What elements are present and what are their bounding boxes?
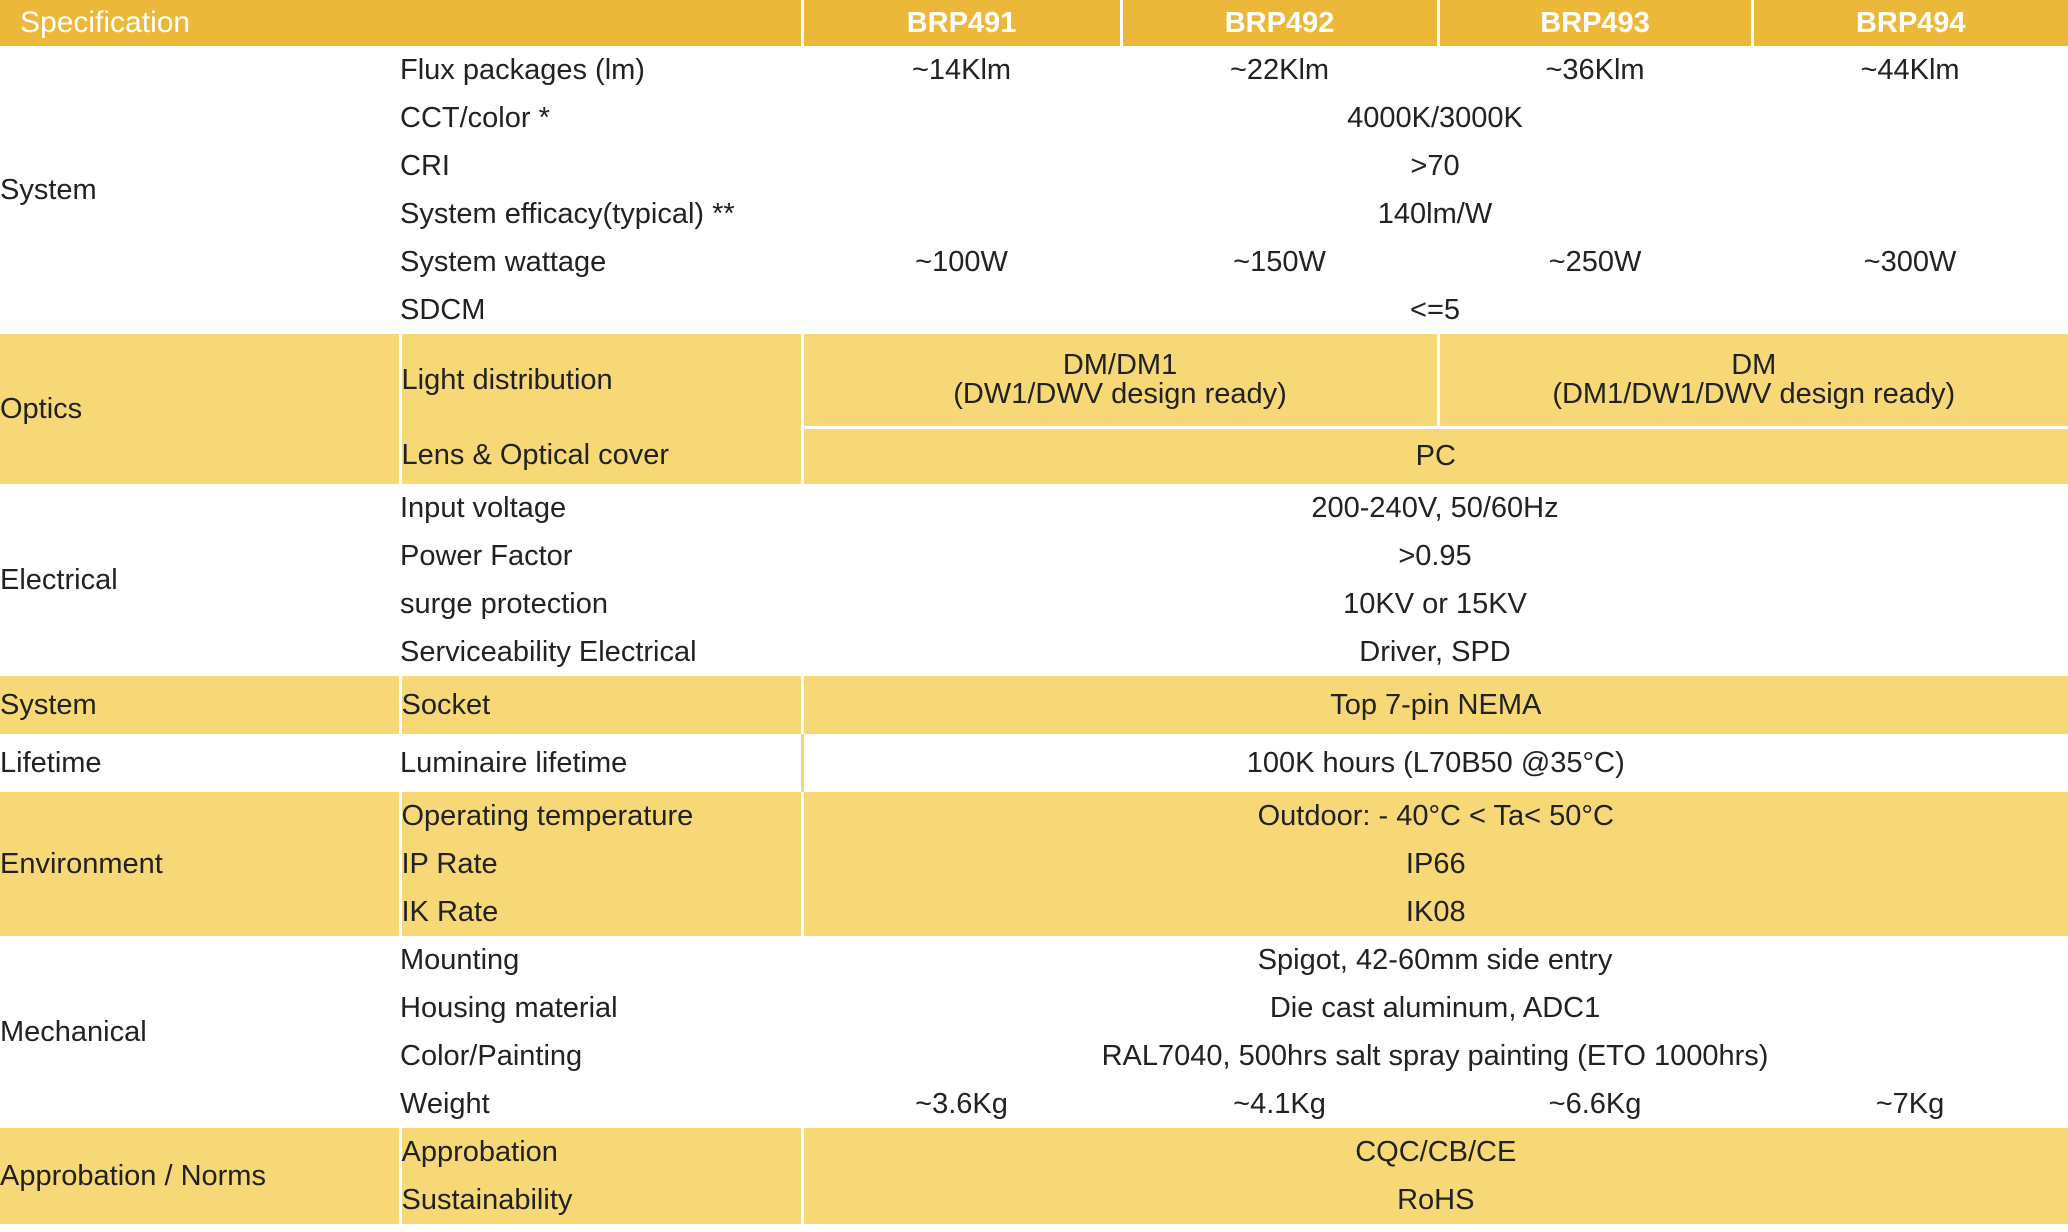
value-cell: 200-240V, 50/60Hz — [1311, 491, 1559, 524]
header-model: BRP491 — [802, 0, 1121, 46]
value-cell — [1438, 334, 2068, 427]
header-model: BRP494 — [1752, 0, 2068, 46]
value-cell: Top 7-pin NEMA — [802, 676, 2068, 734]
attr-sustainability: Sustainability — [400, 1176, 802, 1224]
category-environment: Environment — [0, 792, 400, 936]
value-cell: <=5 — [1410, 293, 1461, 326]
value-cell: Driver, SPD — [1359, 635, 1511, 668]
attr-approbation: Approbation — [400, 1128, 802, 1176]
category-lifetime: Lifetime — [0, 746, 102, 779]
value-cell: >70 — [1410, 149, 1460, 182]
attr-operating-temp: Operating temperature — [400, 792, 802, 840]
value-cell: CQC/CB/CE — [802, 1128, 2068, 1176]
value-cell: ~7Kg — [1875, 1087, 1945, 1120]
table-row — [0, 676, 2068, 734]
header-model: BRP493 — [1438, 0, 1752, 46]
attr-input-voltage: Input voltage — [400, 491, 567, 524]
value-cell: Die cast aluminum, ADC1 — [1269, 991, 1601, 1024]
value-cell: IP66 — [802, 840, 2068, 888]
attr-cri: CRI — [400, 149, 450, 182]
value-cell: ~36Klm — [1545, 53, 1645, 86]
header-model: BRP492 — [1121, 0, 1438, 46]
value-cell: RoHS — [802, 1176, 2068, 1224]
value-cell: ~100W — [915, 245, 1008, 278]
value-cell: PC — [802, 427, 2068, 484]
attr-housing: Housing material — [400, 991, 618, 1024]
value-cell: 100K hours (L70B50 @35°C) — [1246, 746, 1625, 779]
attr-wattage: System wattage — [400, 245, 607, 278]
attr-weight: Weight — [400, 1087, 490, 1120]
category-optics: Optics — [0, 334, 400, 484]
value-cell: ~150W — [1233, 245, 1326, 278]
attr-socket: Socket — [400, 676, 802, 734]
value-cell: ~300W — [1863, 245, 1957, 278]
value-cell: Outdoor: - 40°C < Ta< 50°C — [802, 792, 2068, 840]
table-row — [0, 484, 2068, 532]
distribution-right-line2: (DM1/DW1/DWV design ready) — [1552, 377, 1956, 410]
attr-ik-rate: IK Rate — [400, 888, 802, 936]
table-row — [0, 936, 2068, 984]
value-cell: ~250W — [1548, 245, 1642, 278]
category-electrical: Electrical — [0, 563, 118, 596]
attr-efficacy: System efficacy(typical) ** — [400, 197, 735, 230]
table-row — [0, 792, 2068, 840]
value-cell: ~22Klm — [1229, 53, 1330, 86]
value-cell: ~14Klm — [911, 53, 1012, 86]
value-cell: 10KV or 15KV — [1343, 587, 1527, 620]
header-row — [0, 0, 2068, 46]
value-cell: ~4.1Kg — [1233, 1087, 1326, 1120]
table-row — [0, 734, 2068, 792]
header-specification: Specification — [0, 0, 802, 46]
table-row — [0, 334, 2068, 427]
value-cell — [802, 334, 1438, 427]
distribution-left-line1: DM/DM1 — [1062, 348, 1178, 381]
attr-serviceability: Serviceability Electrical — [400, 635, 697, 668]
value-cell: IK08 — [802, 888, 2068, 936]
attr-flux: Flux packages (lm) — [400, 53, 645, 86]
attr-sdcm: SDCM — [400, 293, 486, 326]
value-cell: ~6.6Kg — [1548, 1087, 1642, 1120]
category-mechanical: Mechanical — [0, 1015, 147, 1048]
attr-ip-rate: IP Rate — [400, 840, 802, 888]
distribution-left-line2: (DW1/DWV design ready) — [953, 377, 1287, 410]
table-row — [0, 1128, 2068, 1176]
attr-surge: surge protection — [400, 587, 608, 620]
category-system: System — [0, 173, 97, 206]
value-cell: 4000K/3000K — [1347, 101, 1523, 134]
value-cell: Spigot, 42-60mm side entry — [1257, 943, 1613, 976]
attr-power-factor: Power Factor — [400, 539, 573, 572]
attr-lens: Lens & Optical cover — [400, 427, 802, 484]
attr-mounting: Mounting — [400, 943, 520, 976]
value-cell: ~3.6Kg — [915, 1087, 1008, 1120]
attr-cct: CCT/color * — [400, 101, 550, 134]
attr-color-painting: Color/Painting — [400, 1039, 583, 1072]
attr-light-distribution: Light distribution — [400, 334, 802, 427]
category-approbation: Approbation / Norms — [0, 1128, 400, 1224]
value-cell: >0.95 — [1398, 539, 1472, 572]
value-cell: RAL7040, 500hrs salt spray painting (ETO 1000hrs) — [1101, 1039, 1769, 1072]
value-cell: ~44Klm — [1860, 53, 1960, 86]
attr-luminaire-lifetime: Luminaire lifetime — [400, 734, 802, 792]
table-row — [0, 46, 2068, 94]
value-cell: 140lm/W — [1377, 197, 1493, 230]
distribution-right-line1: DM — [1731, 348, 1777, 381]
category-system-socket: System — [0, 676, 400, 734]
